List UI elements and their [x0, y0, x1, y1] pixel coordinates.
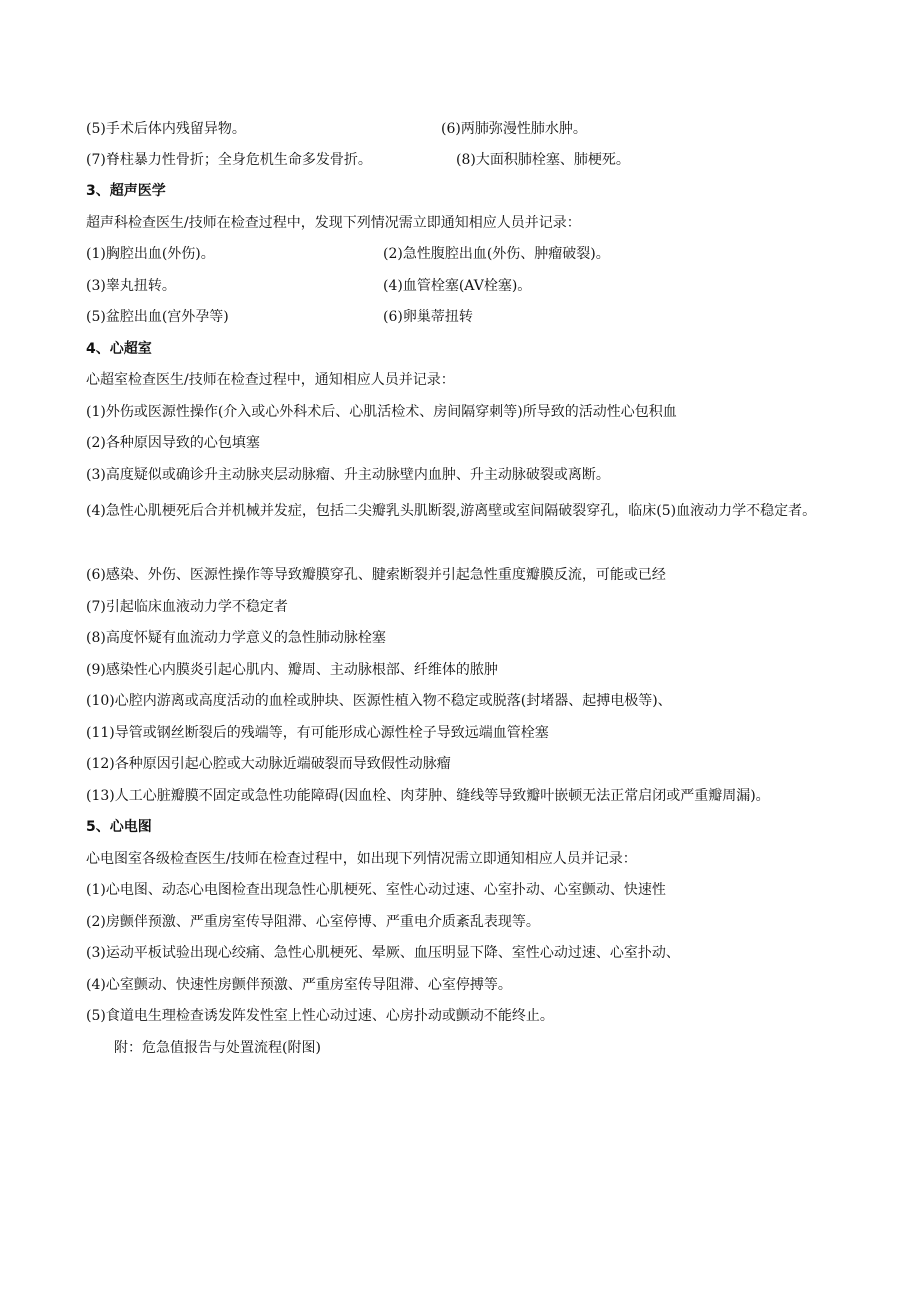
s3-row-1 [86, 244, 610, 264]
item-text: (5)手术后体内残留异物。 [86, 121, 246, 137]
list-item: (13)人工心脏瓣膜不固定或急性功能障碍(因血栓、肉芽肿、缝线等导致瓣叶嵌顿无法正常启闭或严重瓣周漏)。 [86, 788, 770, 804]
list-item: (1)心电图、动态心电图检查出现急性心肌梗死、室性心动过速、心室扑动、心室颤动、快速性 [86, 882, 666, 898]
appendix-note: 附：危急值报告与处置流程(附图) [114, 1040, 321, 1056]
list-item: (4)急性心肌梗死后合并机械并发症，包括二尖瓣乳头肌断裂,游离壁或室间隔破裂穿孔，临床(5)血液动力学不稳定者。 [86, 503, 817, 519]
list-item: (2)各种原因导致的心包填塞 [86, 435, 260, 451]
item-text: (5)盆腔出血(宫外孕等) [86, 309, 229, 325]
item-text: (3)睾丸扭转。 [86, 278, 176, 294]
s3-row-2 [86, 276, 532, 296]
list-item: (2)房颤伴预激、严重房室传导阻滞、心室停博、严重电介质紊乱表现等。 [86, 914, 540, 930]
list-item: (6)感染、外伤、医源性操作等导致瓣膜穿孔、腱索断裂并引起急性重度瓣膜反流，可能或已经 [86, 567, 666, 583]
item-text: (6)卵巢蒂扭转 [383, 309, 473, 325]
item-text: (1)胸腔出血(外伤)。 [86, 246, 215, 262]
section-intro: 心电图室各级检查医生/技师在检查过程中，如出现下列情况需立即通知相应人员并记录： [86, 851, 637, 867]
s2-item-5 [86, 119, 587, 139]
s3-row-3 [86, 307, 473, 327]
item-text: (6)两肺弥漫性肺水肿。 [441, 121, 587, 137]
section-heading-ultrasound: 3、超声医学 [86, 183, 166, 199]
list-item: (8)高度怀疑有血流动力学意义的急性肺动脉栓塞 [86, 630, 386, 646]
list-item: (4)心室颤动、快速性房颤伴预激、严重房室传导阻滞、心室停搏等。 [86, 977, 512, 993]
s2-item-7 [86, 150, 630, 170]
list-item: (11)导管或钢丝断裂后的残端等，有可能形成心源性栓子导致远端血管栓塞 [86, 725, 549, 741]
item-text: (7)脊柱暴力性骨折；全身危机生命多发骨折。 [86, 152, 372, 168]
list-item: (9)感染性心内膜炎引起心肌内、瓣周、主动脉根部、纤维体的脓肿 [86, 662, 498, 678]
section-intro: 超声科检查医生/技师在检查过程中，发现下列情况需立即通知相应人员并记录： [86, 215, 581, 231]
list-item: (1)外伤或医源性操作(介入或心外科术后、心肌活检术、房间隔穿刺等)所导致的活动性心包积血 [86, 404, 677, 420]
list-item: (3)运动平板试验出现心绞痛、急性心肌梗死、晕厥、血压明显下降、室性心动过速、心室扑动、 [86, 945, 680, 961]
section-intro: 心超室检查医生/技师在检查过程中，通知相应人员并记录： [86, 372, 455, 388]
list-item: (10)心腔内游离或高度活动的血栓或肿块、医源性植入物不稳定或脱落(封堵器、起搏电极等)、 [86, 693, 672, 709]
item-text: (4)血管栓塞(AV栓塞)。 [383, 278, 532, 294]
list-item: (3)高度疑似或确诊升主动脉夹层动脉瘤、升主动脉壁内血肿、升主动脉破裂或离断。 [86, 467, 610, 483]
section-heading-echo: 4、心超室 [86, 341, 152, 357]
list-item: (5)食道电生理检查诱发阵发性室上性心动过速、心房扑动或颤动不能终止。 [86, 1008, 554, 1024]
item-text: (2)急性腹腔出血(外伤、肿瘤破裂)。 [383, 246, 610, 262]
section-heading-ecg: 5、心电图 [86, 819, 152, 835]
list-item: (7)引起临床血液动力学不稳定者 [86, 599, 288, 615]
item-text: (8)大面积肺栓塞、肺梗死。 [456, 152, 630, 168]
list-item: (12)各种原因引起心腔或大动脉近端破裂而导致假性动脉瘤 [86, 756, 451, 772]
